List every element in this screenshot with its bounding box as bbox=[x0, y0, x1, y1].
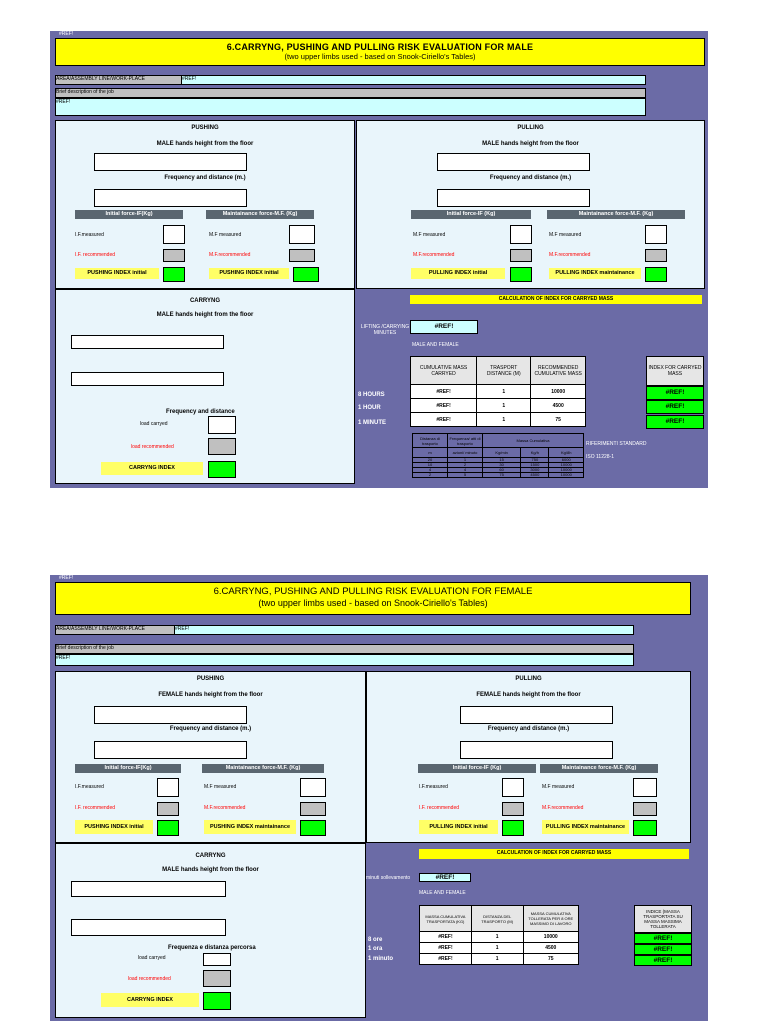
area-label: AREA/ASSEMBLY LINE/WORK-PLACE bbox=[55, 625, 175, 635]
pulling-mf-measured-label: M.F measured bbox=[549, 232, 582, 238]
pushing-if-recommended-label: I.F. recommended bbox=[75, 805, 116, 811]
ref-cell: 750 bbox=[521, 458, 549, 463]
carrying-index-label: CARRYNG INDEX bbox=[101, 462, 203, 475]
standard-label: RIFERIMENTI STANDARD bbox=[586, 441, 647, 447]
ref-cell: 10000 bbox=[549, 463, 584, 468]
calc-bar: CALCULATION OF INDEX FOR CARRYED MASS bbox=[410, 295, 702, 304]
pushing-heading: PUSHING bbox=[196, 676, 225, 682]
pulling-index-maint-value bbox=[645, 267, 667, 282]
index-header: INDEX FOR CARRYED MASS bbox=[646, 356, 704, 386]
top-ref: #REF! bbox=[59, 31, 74, 37]
pulling-height-input[interactable] bbox=[460, 706, 613, 724]
pushing-initial-force-header: Initial force-IF(Kg) bbox=[75, 764, 181, 773]
ref-cell: 10 bbox=[413, 463, 448, 468]
pulling-index-maint-value bbox=[633, 820, 657, 836]
ref-cell: 1 bbox=[448, 458, 483, 463]
row-mass: #REF! bbox=[420, 954, 472, 965]
minutes-field[interactable]: #REF! bbox=[419, 873, 471, 882]
carrying-height-label: MALE hands height from the floor bbox=[162, 867, 259, 873]
pulling-index-maint-label: PULLING INDEX maintainance bbox=[549, 268, 641, 279]
pulling-mf-recommended-label: M.F.recommended bbox=[549, 252, 591, 258]
ref-cell: 1500 bbox=[521, 463, 549, 468]
index-header: INDICE (MASSA TRASPORTATA SU MASSA MASSIMA TOLLERATA bbox=[634, 905, 692, 933]
male-female-label: MALE AND FEMALE bbox=[412, 342, 459, 348]
pushing-panel bbox=[55, 671, 366, 843]
calc-header-mass: CUMULATIVE MASS CARRYED bbox=[411, 357, 477, 385]
pulling-initial-force-header: Initial force-IF (Kg) bbox=[411, 210, 531, 219]
row-recommended: 10000 bbox=[523, 932, 579, 943]
carrying-load-input[interactable] bbox=[203, 953, 231, 966]
subtitle-text: (two upper limbs used - based on Snook-Ciriello's Tables) bbox=[258, 598, 488, 608]
pulling-freq-input[interactable] bbox=[460, 741, 613, 759]
ref-sub-kgmin: Kg/min bbox=[483, 448, 521, 458]
sheet-title bbox=[55, 38, 705, 66]
minutes-label: LIFTING /CARRYING MINUTES bbox=[360, 324, 410, 336]
row-recommended: 4500 bbox=[523, 943, 579, 954]
carrying-freq-label: Frequenza e distanza percorsa bbox=[168, 945, 256, 951]
subtitle-text: (two upper limbs used - based on Snook-Ciriello's Tables) bbox=[284, 52, 476, 61]
ref-cell: 10000 bbox=[549, 468, 584, 473]
ref-sub-kg8h: Kg/8h bbox=[549, 448, 584, 458]
pushing-freq-input[interactable] bbox=[94, 189, 247, 207]
pulling-mf-measured-input[interactable] bbox=[633, 778, 657, 797]
carrying-recommended-value bbox=[203, 970, 231, 987]
ref-cell: 4500 bbox=[521, 473, 549, 478]
ref-cell: 2 bbox=[413, 473, 448, 478]
pushing-mf-recommended-label: M.F.recommended bbox=[204, 805, 246, 811]
index-1h: #REF! bbox=[634, 944, 692, 955]
pushing-mf-measured-label: M.F measured bbox=[204, 784, 237, 790]
pushing-index-initial-label: PUSHING INDEX initial bbox=[75, 268, 159, 279]
table-row bbox=[420, 932, 579, 943]
title-text: 6.CARRYNG, PUSHING AND PULLING RISK EVALUATION FOR MALE bbox=[226, 42, 534, 52]
ref-cell: 4 bbox=[448, 468, 483, 473]
index-1m: #REF! bbox=[646, 415, 704, 429]
row-distance: 1 bbox=[477, 385, 531, 399]
pushing-if-measured-input[interactable] bbox=[157, 778, 179, 797]
pushing-mf-measured-label: M.F measured bbox=[209, 232, 242, 238]
pulling-mf-measured-label: M.F measured bbox=[542, 784, 575, 790]
pulling-heading: PULLING bbox=[515, 676, 542, 682]
carrying-heading: CARRYNG bbox=[189, 298, 221, 304]
carrying-panel bbox=[55, 843, 366, 1018]
calc-table bbox=[419, 905, 579, 965]
row-mass: #REF! bbox=[420, 943, 472, 954]
minutes-label: minuti sollevamento bbox=[366, 875, 411, 881]
pushing-mf-recommended-value bbox=[300, 802, 326, 816]
calc-header-distance: TRASPORT DISTANCE (M) bbox=[477, 357, 531, 385]
pushing-mf-measured-input[interactable] bbox=[300, 778, 326, 797]
pulling-mf-recommended-value bbox=[633, 802, 657, 816]
carrying-recommended-value bbox=[208, 438, 236, 455]
ref-header-mass: Massa Cumulativa bbox=[483, 434, 584, 448]
reference-table bbox=[412, 433, 584, 478]
carrying-height-input[interactable] bbox=[71, 881, 226, 897]
area-label: AREA/ASSEMBLY LINE/WORK-PLACE bbox=[55, 75, 182, 85]
pushing-height-label: FEMALE hands height from the floor bbox=[158, 692, 263, 698]
row-distance: 1 bbox=[477, 399, 531, 413]
pushing-panel bbox=[55, 120, 355, 289]
ref-cell: 20 bbox=[413, 458, 448, 463]
pulling-if-measured-label: M.F measured bbox=[413, 232, 446, 238]
carrying-height-input[interactable] bbox=[71, 335, 224, 349]
pushing-if-recommended-value bbox=[157, 802, 179, 816]
pulling-mf-measured-input[interactable] bbox=[645, 225, 667, 244]
carrying-load-label: load carryed bbox=[140, 421, 168, 427]
period-1m: 1 minuto bbox=[368, 956, 393, 962]
row-distance: 1 bbox=[477, 413, 531, 427]
period-1h: 1 HOUR bbox=[358, 405, 381, 411]
index-1h: #REF! bbox=[646, 400, 704, 414]
pulling-height-label: FEMALE hands height from the floor bbox=[476, 692, 581, 698]
carrying-index-value bbox=[208, 461, 236, 478]
row-recommended: 75 bbox=[523, 954, 579, 965]
row-recommended: 75 bbox=[531, 413, 586, 427]
job-label: Brief description of the job bbox=[55, 644, 634, 654]
ref-sub-actions: azioni/ minuto bbox=[448, 448, 483, 458]
pulling-freq-label: Frequency and distance (m.) bbox=[487, 726, 570, 732]
table-row bbox=[411, 399, 586, 413]
carrying-freq-label: Frequency and distance bbox=[166, 409, 235, 415]
ref-cell: 30 bbox=[483, 463, 521, 468]
carrying-height-label: MALE hands height from the floor bbox=[156, 312, 254, 318]
pulling-height-input[interactable] bbox=[437, 153, 590, 171]
pushing-if-measured-label: I.F.measured bbox=[75, 232, 104, 238]
ref-sub-kgh: Kg/h bbox=[521, 448, 549, 458]
ref-cell: 60 bbox=[483, 468, 521, 473]
row-mass: #REF! bbox=[411, 413, 477, 427]
minutes-field[interactable]: #REF! bbox=[410, 320, 478, 334]
pushing-maint-force-header: Maintainance force-M.F. (Kg) bbox=[202, 764, 324, 773]
ref-cell: 5 bbox=[448, 473, 483, 478]
row-mass: #REF! bbox=[420, 932, 472, 943]
carrying-freq-input[interactable] bbox=[71, 372, 224, 386]
pulling-index-initial-label: PULLING INDEX initial bbox=[411, 268, 505, 279]
row-distance: 1 bbox=[471, 943, 523, 954]
pushing-height-label: MALE hands height from the floor bbox=[156, 141, 254, 147]
calc-table bbox=[410, 356, 586, 427]
period-1m: 1 MINUTE bbox=[358, 420, 387, 426]
row-mass: #REF! bbox=[411, 399, 477, 413]
ref-cell: 2 bbox=[448, 463, 483, 468]
index-1m: #REF! bbox=[634, 955, 692, 966]
index-8h: #REF! bbox=[646, 386, 704, 400]
calc-header-recommended: MASSA CUMULATIVA TOLLERATA PER 8 ORE MASSIMO DI LAVORO bbox=[523, 906, 579, 932]
pushing-maint-force-header: Maintainance force-M.F. (Kg) bbox=[206, 210, 314, 219]
pushing-freq-label: Frequency and distance (m.) bbox=[169, 726, 252, 732]
pushing-freq-input[interactable] bbox=[94, 741, 247, 759]
pushing-initial-force-header: Initial force-IF(Kg) bbox=[75, 210, 183, 219]
index-8h: #REF! bbox=[634, 933, 692, 944]
pulling-mf-recommended-label: M.F.recommended bbox=[542, 805, 584, 811]
pulling-maint-force-header: Maintainance force-M.F. (Kg) bbox=[547, 210, 685, 219]
ref-cell: 4 bbox=[413, 468, 448, 473]
female-sheet bbox=[50, 575, 708, 1021]
ref-header-distance: Distanza di trasporto bbox=[413, 434, 448, 448]
table-row bbox=[420, 943, 579, 954]
ref-cell: 10000 bbox=[549, 473, 584, 478]
carrying-index-label: CARRYNG INDEX bbox=[101, 993, 199, 1007]
pulling-index-initial-value bbox=[502, 820, 524, 836]
pushing-heading: PUSHING bbox=[191, 125, 219, 131]
carrying-recommended-label: load recommended bbox=[131, 444, 174, 450]
row-mass: #REF! bbox=[411, 385, 477, 399]
calc-bar: CALCULATION OF INDEX FOR CARRYED MASS bbox=[419, 849, 689, 859]
pushing-index-initial-label: PUSHING INDEX initial bbox=[75, 820, 153, 834]
table-row bbox=[411, 413, 586, 427]
pushing-index-initial-value bbox=[163, 267, 185, 282]
male-female-label: MALE AND FEMALE bbox=[419, 890, 466, 896]
pushing-mf-recommended-label: M.F.recommended bbox=[209, 252, 251, 258]
carrying-load-input[interactable] bbox=[208, 416, 236, 434]
carrying-load-label: load carryed bbox=[138, 955, 166, 961]
pushing-freq-label: Frequency and distance (m.) bbox=[164, 175, 246, 181]
standard-value: ISO 11228-1 bbox=[586, 454, 614, 460]
pulling-height-label: MALE hands height from the floor bbox=[482, 141, 579, 147]
pulling-if-measured-input[interactable] bbox=[510, 225, 532, 244]
carrying-heading: CARRYNG bbox=[195, 853, 226, 859]
pushing-height-input[interactable] bbox=[94, 706, 247, 724]
pulling-index-initial-label: PULLING INDEX initial bbox=[419, 820, 498, 834]
pushing-mf-measured-input[interactable] bbox=[289, 225, 315, 244]
table-row bbox=[413, 473, 584, 478]
carrying-recommended-label: load recommended bbox=[128, 976, 171, 982]
calc-header-distance: DISTANZA DEL TRASPORTO (M) bbox=[471, 906, 523, 932]
ref-cell: 3000 bbox=[521, 468, 549, 473]
pushing-index-initial-value bbox=[157, 820, 179, 836]
period-8h: 8 HOURS bbox=[358, 392, 385, 398]
area-field[interactable]: #REF! bbox=[181, 75, 646, 85]
table-row bbox=[411, 385, 586, 399]
pulling-if-recommended-label: M.F.recommended bbox=[413, 252, 455, 258]
pulling-panel bbox=[366, 671, 691, 843]
row-distance: 1 bbox=[471, 932, 523, 943]
pulling-panel bbox=[356, 120, 705, 289]
pulling-freq-label: Frequency and distance (m.) bbox=[489, 175, 572, 181]
pulling-if-recommended-label: I.F. recommended bbox=[419, 805, 460, 811]
pulling-if-measured-label: I.F.measured bbox=[419, 784, 448, 790]
pulling-initial-force-header: Initial force-IF (Kg) bbox=[418, 764, 536, 773]
pushing-index-maint-label: PUSHING INDEX initial bbox=[209, 268, 289, 279]
period-1h: 1 ora bbox=[368, 946, 383, 952]
ref-cell: 15 bbox=[483, 458, 521, 463]
pushing-index-maint-value bbox=[293, 267, 319, 282]
calc-header-mass: MASSA CUMULATIVA TRASPORTATA (KG) bbox=[420, 906, 472, 932]
carrying-panel bbox=[55, 289, 355, 484]
pushing-if-recommended-label: I.F. recommended bbox=[75, 252, 116, 258]
pulling-mf-recommended-value bbox=[645, 249, 667, 262]
pulling-maint-force-header: Maintainance force-M.F. (Kg) bbox=[540, 764, 658, 773]
male-sheet bbox=[50, 31, 708, 488]
job-field[interactable]: #REF! bbox=[55, 98, 646, 116]
pulling-if-measured-input[interactable] bbox=[502, 778, 524, 797]
ref-cell: 75 bbox=[483, 473, 521, 478]
pushing-if-recommended-value bbox=[163, 249, 185, 262]
carrying-index-value bbox=[203, 992, 231, 1010]
pulling-if-recommended-value bbox=[510, 249, 532, 262]
area-field[interactable]: #REF! bbox=[174, 625, 634, 635]
table-row bbox=[420, 954, 579, 965]
pushing-index-maint-label: PUSHING INDEX maintainance bbox=[204, 820, 296, 834]
ref-cell: 6000 bbox=[549, 458, 584, 463]
pushing-index-maint-value bbox=[300, 820, 326, 836]
row-recommended: 4500 bbox=[531, 399, 586, 413]
pushing-if-measured-input[interactable] bbox=[163, 225, 185, 244]
pushing-if-measured-label: I.F.measured bbox=[75, 784, 104, 790]
row-distance: 1 bbox=[471, 954, 523, 965]
pulling-freq-input[interactable] bbox=[437, 189, 590, 207]
ref-sub-m: m bbox=[413, 448, 448, 458]
top-ref: #REF! bbox=[59, 575, 74, 581]
pulling-if-recommended-value bbox=[502, 802, 524, 816]
ref-header-frequency: Frequenza/ atti di trasporto bbox=[448, 434, 483, 448]
job-label: Brief description of the job bbox=[55, 88, 646, 98]
calc-header-recommended: RECOMMENDED CUMULATIVE MASS bbox=[531, 357, 586, 385]
period-8h: 8 ore bbox=[368, 937, 383, 943]
pushing-mf-recommended-value bbox=[289, 249, 315, 262]
carrying-freq-input[interactable] bbox=[71, 919, 226, 936]
sheet-title bbox=[55, 582, 691, 615]
pushing-height-input[interactable] bbox=[94, 153, 247, 171]
pulling-index-maint-label: PULLING INDEX maintainance bbox=[542, 820, 629, 834]
pulling-index-initial-value bbox=[510, 267, 532, 282]
title-text: 6.CARRYNG, PUSHING AND PULLING RISK EVALUATION FOR FEMALE bbox=[213, 586, 533, 597]
row-recommended: 10000 bbox=[531, 385, 586, 399]
pulling-heading: PULLING bbox=[517, 125, 544, 131]
job-field[interactable]: #REF! bbox=[55, 654, 634, 666]
